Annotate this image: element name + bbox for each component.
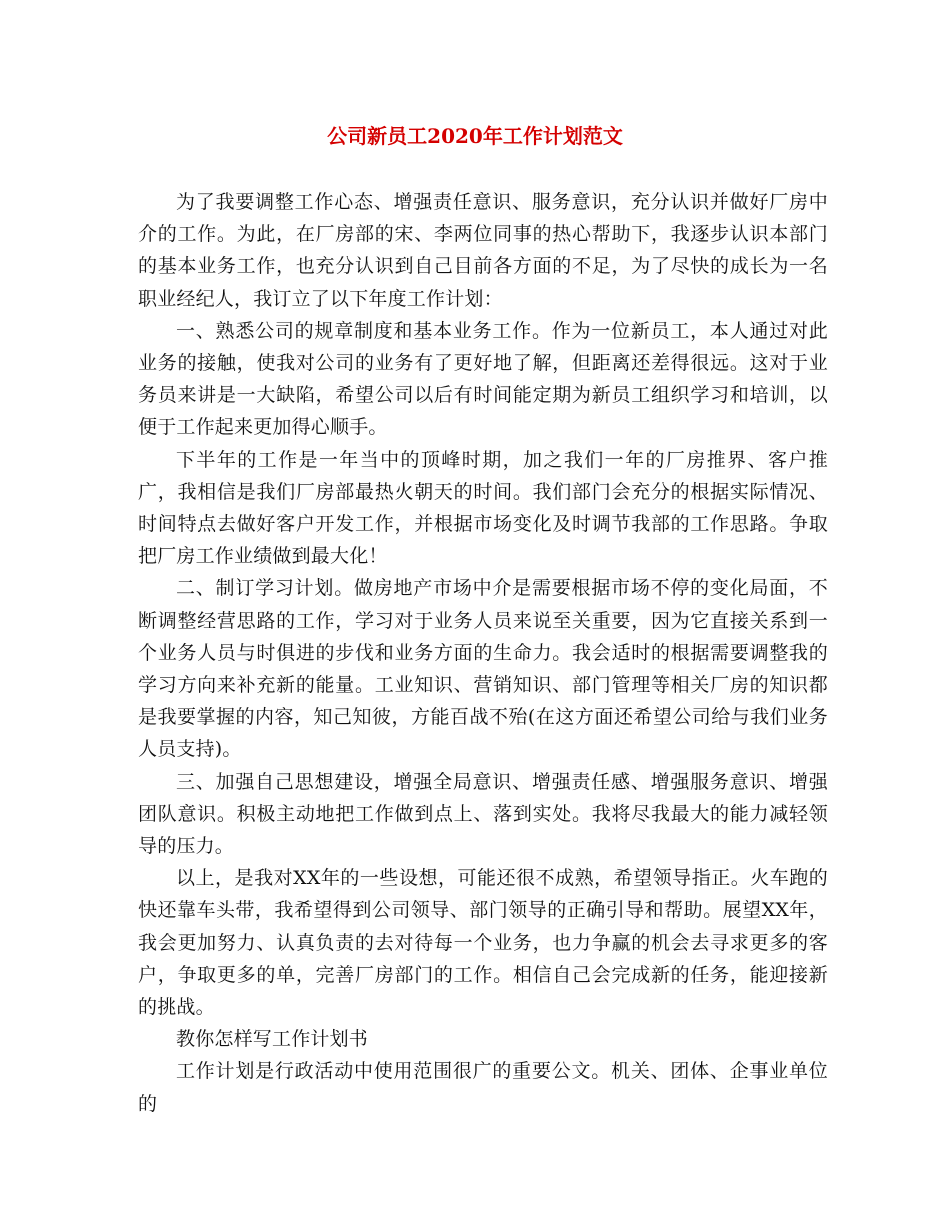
paragraph: 以上，是我对XX年的一些设想，可能还很不成熟，希望领导指正。火车跑的快还靠车头带，我希望得到公司领导、部门领导的正确引导和帮助。展望XX年，我会更加努力、认真负责的去对待每一个业务，也力争赢的机会去寻求更多的客户，争取更多的单，完善厂房部门的工作。相信自己会完成新的任务，能迎接新的挑战。	[138, 867, 828, 1019]
paragraph: 二、制订学习计划。做房地产市场中介是需要根据市场不停的变化局面，不断调整经营思路的工作，学习对于业务人员来说至关重要，因为它直接关系到一个业务人员与时俱进的步伐和业务方面的生命力。我会适时的根据需要调整我的学习方向来补充新的能量。工业知识、营销知识、部门管理等相关厂房的知识都是我要掌握的内容，知己知彼，方能百战不殆(在这方面还希望公司给与我们业务人员支持)。	[138, 577, 828, 761]
paragraph: 为了我要调整工作心态、增强责任意识、服务意识，充分认识并做好厂房中介的工作。为此，在厂房部的宋、李两位同事的热心帮助下，我逐步认识本部门的基本业务工作，也充分认识到自己目前各方面的不足，为了尽快的成长为一名职业经纪人，我订立了以下年度工作计划：	[138, 191, 828, 310]
paragraph: 下半年的工作是一年当中的顶峰时期，加之我们一年的厂房推界、客户推广，我相信是我们厂房部最热火朝天的时间。我们部门会充分的根据实际情况、时间特点去做好客户开发工作，并根据市场变化及时调节我部的工作思路。争取把厂房工作业绩做到最大化！	[138, 448, 828, 568]
paragraph: 工作计划是行政活动中使用范围很广的重要公文。机关、团体、企事业单位的	[138, 1060, 828, 1115]
document-body	[138, 186, 828, 1120]
paragraph: 三、加强自己思想建设，增强全局意识、增强责任感、增强服务意识、增强团队意识。积极主动地把工作做到点上、落到实处。我将尽我最大的能力减轻领导的压力。	[138, 770, 828, 858]
section-heading: 教你怎样写工作计划书	[176, 1028, 369, 1051]
document-title: 公司新员工2020年工作计划范文	[327, 124, 623, 148]
paragraph: 一、熟悉公司的规章制度和基本业务工作。作为一位新员工，本人通过对此业务的接触，使我对公司的业务有了更好地了解，但距离还差得很远。这对于业务员来讲是一大缺陷，希望公司以后有时间能定期为新员工组织学习和培训，以便于工作起来更加得心顺手。	[138, 319, 828, 439]
